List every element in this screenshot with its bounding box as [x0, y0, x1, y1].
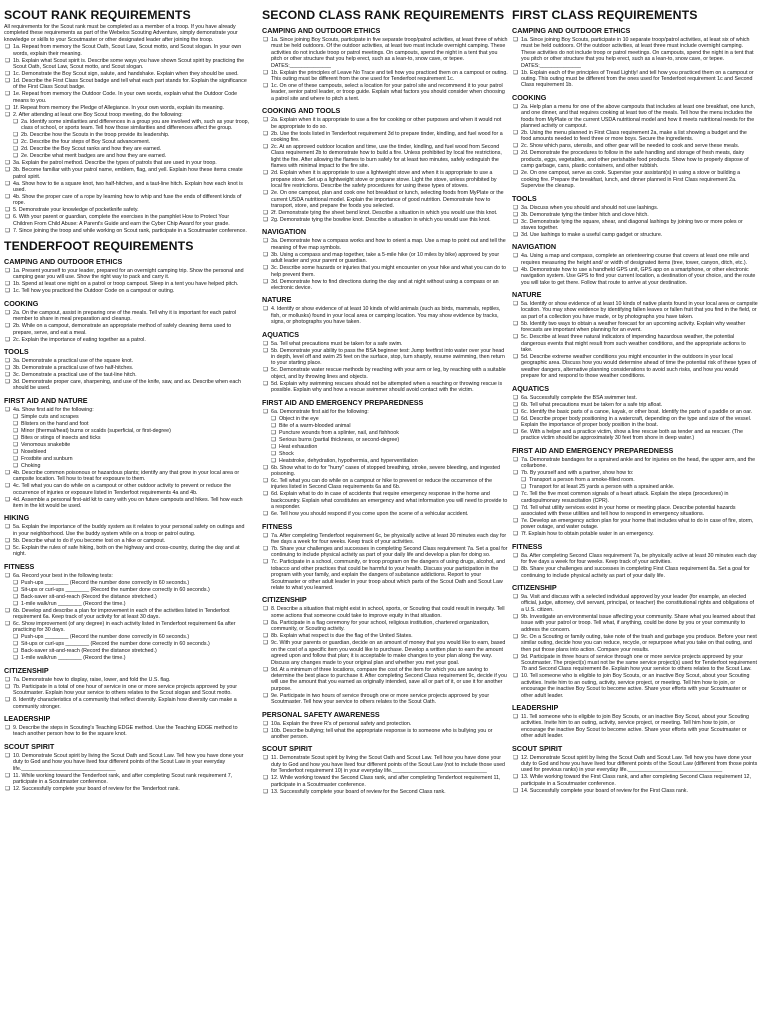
- requirement-item: ❑ 2a. On the campout, assist in preparing one of the meals. Tell why it is important for each patrol member to share in meal preparation and cleanup.: [4, 310, 250, 323]
- rank-title: FIRST CLASS REQUIREMENTS: [512, 8, 698, 22]
- section-heading: TOOLS: [4, 346, 29, 356]
- requirement-item: ❑ 2g. Demonstrate tying the bowline knot. Describe a situation in which you would use this knot.: [262, 217, 508, 223]
- requirement-item: ❑ 3d. Demonstrate how to find directions during the day and at night without using a compass or an electronic device.: [262, 279, 508, 292]
- requirement-item: ❑ 6a. Demonstrate first aid for the following:: [262, 409, 508, 415]
- requirement-item: ❑ 1f. Repeat from memory the Pledge of Allegiance. In your own words, explain its meaning.: [4, 105, 250, 111]
- sub-requirement-item: ❑ Object in the eye: [262, 416, 508, 422]
- requirement-item: ❑ 9b. Investigate an environmental issue affecting your community. Share what you learned about that issue with your patrol or troop. Tell what, if anything, could be done by you or your community to address the concern.: [512, 614, 758, 633]
- sub-requirement-item: ❑ Puncture wounds from a splinter, nail, and fishhook: [262, 430, 508, 436]
- requirement-item: ❑ 12. While working toward the Second Class rank, and after completing Tenderfoot requirement 11, participate in a Scoutmaster conference.: [262, 775, 508, 788]
- requirement-item: ❑ 6. With your parent or guardian, complete the exercises in the pamphlet How to Protect Your Children From Child Abuse: A Parent's Guide and earn the Cyber Chip Award for your grade.: [4, 214, 250, 227]
- requirement-item: ❑ 5c. Describe at least three natural indicators of impending hazardous weather, the potential dangerous events that might result from such weather conditions, and the appropriate actions to take.: [512, 334, 758, 353]
- requirement-item: ❑ 4b. Demonstrate how to use a handheld GPS unit, GPS app on a smartphone, or other electronic navigation system. Use GPS to find your current location, a destination of your choice, and the route you will take to get there. Follow that route to arrive at your destination.: [512, 267, 758, 286]
- requirement-item: ❑ 7b. Participate in a total of one hour of service in one or more service projects approved by your Scoutmaster. Explain how your service to others relates to the Scout slogan and Scout motto.: [4, 684, 250, 697]
- requirement-item: ❑ 7a. Demonstrate how to display, raise, lower, and fold the U.S. flag.: [4, 677, 250, 683]
- sub-requirement-item: ❑ 2b. Describe how the Scouts in the troop provide its leadership.: [4, 132, 250, 138]
- section-heading: HIKING: [4, 513, 30, 523]
- requirement-item: ❑ 5a. Identify or show evidence of at least 10 kinds of native plants found in your local area or campsite location. You may show evidence by identifying fallen leaves or fallen fruit that you find in the field, or as part of a collection you have made, or by photographs you have taken.: [512, 301, 758, 320]
- requirement-item: ❑ 2e. On one campout, plan and cook one hot breakfast or lunch, selecting foods from MyPlate or the current USDA nutritional model. Explain the importance of good nutrition. Demonstrate how to transport, store, and prepare the foods you selected.: [262, 190, 508, 209]
- requirement-item: ❑ 3a. Demonstrate a practical use of the square knot.: [4, 358, 250, 364]
- requirement-item: ❑ 1c. On one of these campouts, select a location for your patrol site and recommend it to your patrol leader, senior patrol leader, or troop guide. Explain what factors you should consider when choosing a patrol site and where to pitch a tent.: [262, 83, 508, 102]
- requirement-item: ❑ 6b. Develop and describe a plan for improvement in each of the activities listed in Tenderfoot requirement 6a. Keep track of your activity for at least 30 days.: [4, 608, 250, 621]
- requirement-item: ❑ 14. Successfully complete your board of review for the First Class rank.: [512, 788, 758, 794]
- sub-requirement-item: ❑ 2a. Identify some similarities and differences in a group you are involved with, such as your troop, class of school, or sports team. Tell how those similarities and differences affect the group.: [4, 119, 250, 132]
- requirement-item: ❑ 5b. Describe what to do if you become lost on a hike or campout.: [4, 538, 250, 544]
- sub-requirement-item: ❑ 1-mile walk/run ________ (Record the time.): [4, 601, 250, 607]
- requirement-item: ❑ 3c. Demonstrate tying the square, shear, and diagonal lashings by joining two or more poles or staves together.: [512, 219, 758, 232]
- section-heading: AQUATICS: [262, 329, 299, 339]
- requirement-item: ❑ 11. Demonstrate Scout spirit by living the Scout Oath and Scout Law. Tell how you have done your duty to God and how you have lived four different points of the Scout Law (not to include those used for Tenderfoot requirement 10) in your everyday life.________________________________: [262, 755, 508, 774]
- scout-tenderfoot-column: [4, 8, 250, 1018]
- requirement-item: ❑ 1a. Present yourself to your leader, prepared for an overnight camping trip. Show the personal and camping gear you will use. Show the right way to pack and carry it.: [4, 268, 250, 281]
- requirement-item: ❑ 5a. Tell what precautions must be taken for a safe swim.: [262, 341, 508, 347]
- requirement-item: ❑ 5d. Explain why swimming rescues should not be attempted when a reaching or throwing rescue is possible. Explain why and how a rescue swimmer should avoid contact with the victim.: [262, 381, 508, 394]
- requirement-item: ❑ 1a. Since joining Boy Scouts, participate in five separate troop/patrol activities, at least three of which must be held outdoors. Of the outdoor activities, at least two must include overnight camping. These activities do not include troop or patrol meetings. On campouts, spend the night in a tent that you pitch or other structure that you help erect, such as a lean-to, snow cave, or tepee. DATES:______________: [262, 37, 508, 69]
- sub-requirement-item: ❑ Venomous snakebite: [4, 442, 250, 448]
- sub-requirement-item: ❑ 2e. Describe what merit badges are and how they are earned.: [4, 153, 250, 159]
- requirement-item: ❑ 9a. Visit and discuss with a selected individual approved by your leader (for example, an elected official, judge, attorney, civil servant, principal, or teacher) the constitutional rights and obligations of a U.S. citizen.: [512, 594, 758, 613]
- requirement-item: ❑ 1d. Describe the First Class Scout badge and tell what each part stands for. Explain the significance of the First Class Scout badge.: [4, 78, 250, 91]
- requirement-item: ❑ 7d. Tell what utility services exist in your home or meeting place. Describe potential hazards associated with these utilities and tell how to respond in emergency situations.: [512, 505, 758, 518]
- sub-requirement-item: ❑ Bites or stings of insects and ticks: [4, 435, 250, 441]
- requirement-item: ❑ 11. Tell someone who is eligible to join Boy Scouts, or an inactive Boy Scout, about your Scouting activities. Invite him to an outing, activity, service project, or meeting. Tell him how to join, or encourage the inactive Boy Scout to become active. Share your efforts with your Scoutmaster or other adult leader.: [512, 714, 758, 740]
- requirement-item: ❑ 3a. Discuss when you should and should not use lashings.: [512, 205, 758, 211]
- requirement-item: ❑ 12. Successfully complete your board of review for the Tenderfoot rank.: [4, 786, 250, 792]
- rank-title: SCOUT RANK REQUIREMENTS: [4, 8, 191, 22]
- requirement-item: ❑ 2a. Help plan a menu for one of the above campouts that includes at least one breakfast, one lunch, and one dinner, and that requires cooking at least two of the meals. Tell how the menu includes the foods from MyPlate or the current USDA nutritional model and how it meets nutritional needs for the planned activity or campout.: [512, 104, 758, 130]
- requirement-item: ❑ 4b. Describe common poisonous or hazardous plants; identify any that grow in your local area or campsite location. Tell how to treat for exposure to them.: [4, 470, 250, 483]
- requirement-item: ❑ 6c. Tell what you can do while on a campout or hike to prevent or reduce the occurrence of the injuries listed in Second Class requirements 6a and 6b.: [262, 478, 508, 491]
- section-heading: NAVIGATION: [262, 227, 307, 237]
- sub-requirement-item: ❑ Frostbite and sunburn: [4, 456, 250, 462]
- sub-requirement-item: ❑ Transport a person from a smoke-filled room.: [512, 477, 758, 483]
- section-heading: TOOLS: [512, 193, 537, 203]
- requirement-item: ❑ 6e. Tell how you should respond if you come upon the scene of a vehicular accident.: [262, 511, 508, 517]
- sub-requirement-item: ❑ Simple cuts and scrapes: [4, 414, 250, 420]
- requirement-item: ❑ 3b. Become familiar with your patrol name, emblem, flag, and yell. Explain how these items create patrol spirit.: [4, 167, 250, 180]
- requirement-item: ❑ 6c. Show improvement (of any degree) in each activity listed in Tenderfoot requirement 6a after practicing for 30 days.: [4, 621, 250, 634]
- requirement-item: ❑ 6b. Show what to do for "hurry" cases of stopped breathing, stroke, severe bleeding, and ingested poisoning.: [262, 465, 508, 478]
- requirement-item: ❑ 2a. Explain when it is appropriate to use a fire for cooking or other purposes and when it would not be appropriate to do so.: [262, 117, 508, 130]
- section-heading: CITIZENSHIP: [4, 665, 49, 675]
- sub-requirement-item: ❑ Sit-ups or curl-ups ________ (Record the number done correctly in 60 seconds.): [4, 587, 250, 593]
- requirement-item: ❑ 9. Describe the steps in Scouting's Teaching EDGE method. Use the Teaching EDGE method to teach another person how to tie the square knot.: [4, 725, 250, 738]
- requirement-item: ❑ 10. Demonstrate Scout spirit by living the Scout Oath and Scout Law. Tell how you have done your duty to God and how you have lived four different points of the Scout Law in your everyday life.________________________________: [4, 753, 250, 772]
- requirement-item: ❑ 8. Identify characteristics of a community that reflect diversity. Explain how diversity can make a community stronger.: [4, 697, 250, 710]
- requirement-item: ❑ 7f. Explain how to obtain potable water in an emergency.: [512, 531, 758, 537]
- requirement-item: ❑ 2b. Using the menu planned in First Class requirement 2a, make a list showing a budget and the food amounts needed to feed three or more boys. Secure the ingredients.: [512, 130, 758, 143]
- requirement-item: ❑ 3b. Demonstrate tying the timber hitch and clove hitch.: [512, 212, 758, 218]
- requirement-item: ❑ 1c. Tell how you practiced the Outdoor Code on a campout or outing.: [4, 288, 250, 294]
- requirement-item: ❑ 2d. Demonstrate the procedures to follow in the safe handling and storage of fresh meats, dairy products, eggs, vegetables, and other perishable food products. Show how to properly dispose of camp garbage, cans, plastic containers, and other rubbish.: [512, 150, 758, 169]
- requirement-item: ❑ 7c. Tell the five most common signals of a heart attack. Explain the steps (procedures) in cardiopulmonary resuscitation (CPR).: [512, 491, 758, 504]
- section-heading: NATURE: [512, 289, 542, 299]
- requirement-item: ❑ 2b. While on a campout, demonstrate an appropriate method of safely cleaning items used to prepare, serve, and eat a meal.: [4, 323, 250, 336]
- requirement-item: ❑ 7b. By yourself and with a partner, show how to:: [512, 470, 758, 476]
- requirement-item: ❑ 2c. Explain the importance of eating together as a patrol.: [4, 337, 250, 343]
- requirement-item: ❑ 5c. Explain the rules of safe hiking, both on the highway and cross-country, during the day and at night.: [4, 545, 250, 558]
- requirement-item: ❑ 5. Demonstrate your knowledge of pocketknife safety.: [4, 207, 250, 213]
- sub-requirement-item: ❑ Transport for at least 25 yards a person with a sprained ankle.: [512, 484, 758, 490]
- sub-requirement-item: ❑ Push-ups ________ (Record the number done correctly in 60 seconds.): [4, 634, 250, 640]
- requirement-item: ❑ 8a. After completing Second Class requirement 7a, be physically active at least 30 minutes each day for five days a week for four weeks. Keep track of your activities.: [512, 553, 758, 566]
- requirement-item: ❑ 9c. On a Scouting or family outing, take note of the trash and garbage you produce. Before your next similar outing, decide how you can reduce, recycle, or repurpose what you take on that outing, and then put those plans into action. Compare your results.: [512, 634, 758, 653]
- sub-requirement-item: ❑ Sit-ups or curl-ups ________ (Record the number done correctly in 60 seconds.): [4, 641, 250, 647]
- requirement-item: ❑ 6b. Tell what precautions must be taken for a safe trip afloat.: [512, 402, 758, 408]
- requirement-item: ❑ 8a. Participate in a flag ceremony for your school, religious institution, chartered organization, community, or Scouting activity.: [262, 620, 508, 633]
- section-heading: FIRST AID AND NATURE: [4, 395, 88, 405]
- requirement-item: ❑ 3d. Use lashings to make a useful camp gadget or structure.: [512, 232, 758, 238]
- requirement-item: ❑ 9e. Participate in two hours of service through one or more service projects approved by your Scoutmaster. Tell how your service to others relates to the Scout Oath.: [262, 693, 508, 706]
- requirement-item: ❑ 1e. Repeat from memory the Outdoor Code. In your own words, explain what the Outdoor Code means to you.: [4, 91, 250, 104]
- section-heading: CAMPING AND OUTDOOR ETHICS: [4, 256, 123, 266]
- rank-title: TENDERFOOT REQUIREMENTS: [4, 238, 194, 253]
- section-heading: AQUATICS: [512, 383, 549, 393]
- requirement-item: ❑ 3c. Demonstrate a practical use of the taut-line hitch.: [4, 372, 250, 378]
- requirement-item: ❑ 10a. Explain the three R's of personal safety and protection.: [262, 721, 508, 727]
- section-heading: CAMPING AND OUTDOOR ETHICS: [262, 26, 381, 35]
- section-heading: SCOUT SPIRIT: [512, 743, 563, 753]
- requirement-item: ❑ 10. Tell someone who is eligible to join Boy Scouts, or an inactive Boy Scout, about your Scouting activities. Invite him to an outing, activity, service project, or meeting. Tell him how to join, or encourage the inactive Boy Scout to become active. Share your efforts with your Scoutmaster or other adult leader.: [512, 673, 758, 699]
- requirement-item: ❑ 4b. Show the proper care of a rope by learning how to whip and fuse the ends of different kinds of rope.: [4, 194, 250, 207]
- section-heading: FIRST AID AND EMERGENCY PREPAREDNESS: [512, 445, 674, 455]
- requirement-item: ❑ 6d. Describe proper body positioning in a watercraft, depending on the type and size of the vessel. Explain the importance of proper body position in the boat.: [512, 416, 758, 429]
- requirement-item: ❑ 13. While working toward the First Class rank, and after completing Second Class requirement 12, participate in a Scoutmaster conference.: [512, 774, 758, 787]
- section-heading: LEADERSHIP: [4, 714, 51, 723]
- sub-requirement-item: ❑ Heatstroke, dehydration, hypothermia, and hyperventilation: [262, 458, 508, 464]
- requirement-item: ❑ 1b. Explain what Scout spirit is. Describe some ways you have shown Scout spirit by practicing the Scout Oath, Scout Law, Scout motto, and Scout slogan.: [4, 58, 250, 71]
- requirement-item: ❑ 1c. Demonstrate the Boy Scout sign, salute, and handshake. Explain when they should be used.: [4, 71, 250, 77]
- sub-requirement-item: ❑ Bite of a warm-blooded animal: [262, 423, 508, 429]
- sub-requirement-item: ❑ Shock: [262, 451, 508, 457]
- requirement-item: ❑ 3c. Describe some hazards or injuries that you might encounter on your hike and what you can do to help prevent them.: [262, 265, 508, 278]
- requirement-item: ❑ 2d. Explain when it is appropriate to use a lightweight stove and when it is appropriate to use a propane stove. Set up a lightweight stove or propane stove. Light the stove, unless prohibited by local fire restrictions. Describe the safety procedures for using these types of stoves.: [262, 170, 508, 189]
- sub-requirement-item: ❑ Choking: [4, 463, 250, 469]
- requirement-item: ❑ 5b. Demonstrate your ability to pass the BSA beginner test: Jump feetfirst into water over your head in depth, level off and swim 25 feet on the surface, stop, turn sharply, resume swimming, then return to your starting place.: [262, 348, 508, 367]
- requirement-item: ❑ 10b. Describe bullying; tell what the appropriate response is to someone who is bullying you or another person.: [262, 728, 508, 741]
- requirement-item: ❑ 3a. Demonstrate how a compass works and how to orient a map. Use a map to point out and tell the meaning of five map symbols.: [262, 238, 508, 251]
- section-heading: FITNESS: [4, 561, 35, 571]
- requirement-item: ❑ 5b. Identify two ways to obtain a weather forecast for an upcoming activity. Explain why weather forecasts are important when planning for an event.: [512, 321, 758, 334]
- section-heading: CAMPING AND OUTDOOR ETHICS: [512, 26, 631, 35]
- requirement-item: ❑ 2f. Demonstrate tying the sheet bend knot. Describe a situation in which you would use this knot.: [262, 210, 508, 216]
- requirement-item: ❑ 1b. Spend at least one night on a patrol or troop campout. Sleep in a tent you have helped pitch.: [4, 281, 250, 287]
- sub-requirement-item: ❑ 1-mile walk/run ________ (Record the time.): [4, 655, 250, 661]
- requirement-item: ❑ 11. While working toward the Tenderfoot rank, and after completing Scout rank requirement 7, participate in a Scoutmaster conference.: [4, 773, 250, 786]
- requirement-item: ❑ 4d. Assemble a personal first-aid kit to carry with you on future campouts and hikes. Tell how each item in the kit would be used.: [4, 497, 250, 510]
- requirement-item: ❑ 7e. Develop an emergency action plan for your home that includes what to do in case of fire, storm, power outage, and water outage.: [512, 518, 758, 531]
- requirement-item: ❑ 1a. Since joining Boy Scouts, participate in 10 separate troop/patrol activities, at least six of which must be held outdoors. Of the outdoor activities, at least three must include overnight camping. These activities do not include troop or patrol meetings. On campouts, spend the night in a tent that you pitch or other structure that you help erect, such as a lean-to, snow cave, or tepee. DATES:______________: [512, 37, 758, 69]
- requirement-item: ❑ 9d. At a minimum of three locations, compare the cost of the item for which you are saving to determine the best place to purchase it. After completing Second Class requirement 9c, decide if you will use the amount that you earned as originally intended, save all or part of it, or use it for another purpose.: [262, 667, 508, 693]
- second-class-column: [262, 8, 508, 1018]
- sub-requirement-item: ❑ Push-ups ________ (Record the number done correctly in 60 seconds.): [4, 580, 250, 586]
- section-heading: COOKING: [512, 92, 547, 102]
- intro-text: All requirements for the Scout rank must be completed as a member of a troop. If you have already completed these requirements as part of the Webelos Scouting Adventure, simply demonstrate your knowledge or skills to your Scoutmaster or other designated leader after joining the troop.: [4, 24, 238, 43]
- sub-requirement-item: ❑ Heat exhaustion: [262, 444, 508, 450]
- sub-requirement-item: ❑ Minor (thermal/heat) burns or scalds (superficial, or first-degree): [4, 428, 250, 434]
- requirement-item: ❑ 9c. With your parents or guardian, decide on an amount of money that you would like to earn, based on the cost of a specific item you would like to purchase. Develop a written plan to earn the amount agreed upon and follow that plan; it is acceptable to make changes to your plan along the way. Discuss any changes made to your original plan and whether you met your goal.: [262, 640, 508, 666]
- requirement-item: ❑ 7b. Share your challenges and successes in completing Second Class requirement 7a. Set a goal for continuing to include physical activity as part of your daily life and develop a plan for doing so.: [262, 546, 508, 559]
- requirement-item: ❑ 9d. Participate in three hours of service through one or more service projects approved by your Scoutmaster. The project(s) must not be the same service project(s) used for Tenderfoot requirement 7b and Second Class requirement 8e. Explain how your service to others relates to the Scout Law.: [512, 654, 758, 673]
- requirement-item: ❑ 4c. Tell what you can do while on a campout or other outdoor activity to prevent or reduce the occurrence of injuries or exposure listed in Tenderfoot requirements 4a and 4b.: [4, 483, 250, 496]
- requirement-item: ❑ 3b. Using a compass and map together, take a 5-mile hike (or 10 miles by bike) approved by your adult leader and your parent or guardian.: [262, 252, 508, 265]
- requirement-item: ❑ 3a. Explain the patrol method. Describe the types of patrols that are used in your troop.: [4, 160, 250, 166]
- requirement-item: ❑ 6d. Explain what to do in case of accidents that require emergency response in the home and backcountry. Explain what constitutes an emergency and what information you will need to provide to a responder.: [262, 491, 508, 510]
- section-heading: SCOUT SPIRIT: [262, 744, 313, 754]
- sub-requirement-item: ❑ 2c. Describe the four steps of Boy Scout advancement.: [4, 139, 250, 145]
- requirement-item: ❑ 8. Describe a situation that might exist in school, sports, or Scouting that could result in inequity. Tell some actions that someone could take to improve equity in that situation.: [262, 606, 508, 619]
- section-heading: CITIZENSHIP: [512, 583, 557, 593]
- requirement-item: ❑ 3b. Demonstrate a practical use of two half-hitches.: [4, 365, 250, 371]
- rank-title: SECOND CLASS RANK REQUIREMENTS: [262, 8, 505, 22]
- requirement-item: ❑ 3d. Demonstrate proper care, sharpening, and use of the knife, saw, and ax. Describe when each should be used.: [4, 379, 250, 392]
- section-heading: LEADERSHIP: [512, 702, 559, 712]
- requirement-item: ❑ 1b. Explain each of the principles of Tread Lightly! and tell how you practiced them on a campout or outing. This outing must be different from the ones used for Tenderfoot requirement 1c and Second Class requirement 1b.: [512, 70, 758, 89]
- section-heading: FIRST AID AND EMERGENCY PREPAREDNESS: [262, 397, 424, 407]
- requirement-item: ❑ 2c. Show which pans, utensils, and other gear will be needed to cook and serve these meals.: [512, 143, 758, 149]
- requirement-item: ❑ 2b. Use the tools listed in Tenderfoot requirement 3d to prepare tinder, kindling, and fuel wood for a cooking fire.: [262, 131, 508, 144]
- requirement-item: ❑ 8b. Explain what respect is due the flag of the United States.: [262, 633, 508, 639]
- requirement-item: ❑ 5d. Describe extreme weather conditions you might encounter in the outdoors in your local geographic area. Discuss how you would determine ahead of time the potential risk of these types of weather dangers, alternative planning considerations to avoid such risks, and how you would prepare for and respond to those weather conditions.: [512, 354, 758, 380]
- first-class-column: [512, 8, 758, 1018]
- requirement-item: ❑ 2e. On one campout, serve as cook. Supervise your assistant(s) in using a stove or building a cooking fire. Prepare the breakfast, lunch, and dinner planned in First Class requirement 2a. Supervise the cleanup.: [512, 170, 758, 189]
- section-heading: CITIZENSHIP: [262, 595, 307, 605]
- section-heading: PERSONAL SAFETY AWARENESS: [262, 709, 380, 719]
- requirement-item: ❑ 1a. Repeat from memory the Scout Oath, Scout Law, Scout motto, and Scout slogan. In your own words, explain their meaning.: [4, 44, 250, 57]
- requirement-item: ❑ 7c. Participate in a school, community, or troop program on the dangers of using drugs, alcohol, and tobacco and other practices that could be harmful to your health. Discuss your participation in the program with your family, and explain the dangers of substance addictions. Report to your Scoutmaster or other adult leader in your troop about which parts of the Scout Oath and Scout Law relate to what you learned.: [262, 559, 508, 591]
- requirement-item: ❑ 12. Demonstrate Scout spirit by living the Scout Oath and Scout Law. Tell how you have done your duty to God and how you have lived four different points of the Scout Law (different from those points used for previous ranks) in your everyday life.________________________________: [512, 755, 758, 774]
- section-heading: FITNESS: [262, 521, 293, 531]
- requirement-item: ❑ 5a. Explain the importance of the buddy system as it relates to your personal safety on outings and in your neighborhood. Use the buddy system while on a troop or patrol outing.: [4, 524, 250, 537]
- sub-requirement-item: ❑ Back-saver sit-and-reach (Record the distance stretched.): [4, 594, 250, 600]
- requirement-item: ❑ 4. Identify or show evidence of at least 10 kinds of wild animals (such as birds, mammals, reptiles, fish, or mollusks) found in your local area or camping location. You may show evidence by tracks, signs, or photographs you have taken.: [262, 306, 508, 325]
- section-heading: NATURE: [262, 295, 292, 305]
- requirement-item: ❑ 7. Since joining the troop and while working on Scout rank, participate in a Scoutmaster conference.: [4, 228, 250, 234]
- requirement-item: ❑ 5c. Demonstrate water rescue methods by reaching with your arm or leg, by reaching with a suitable object, and by throwing lines and objects.: [262, 367, 508, 380]
- requirement-item: ❑ 6e. With a helper and a practice victim, show a line rescue both as tender and as rescuer. (The practice victim should be approximately 30 feet from shore in deep water.): [512, 429, 758, 442]
- requirement-item: ❑ 2c. At an approved outdoor location and time, use the tinder, kindling, and fuel wood from Second Class requirement 2b to demonstrate how to build a fire. Unless prohibited by local fire restrictions, light the fire. After allowing the flames to burn safely for at least two minutes, safely extinguish the flames with minimal impact to the fire site.: [262, 144, 508, 170]
- section-heading: SCOUT SPIRIT: [4, 741, 55, 751]
- requirement-item: ❑ 1b. Explain the principles of Leave No Trace and tell how you practiced them on a campout or outing. This outing must be different from the one used for Tenderfoot requirement 1c.: [262, 70, 508, 83]
- sub-requirement-item: ❑ Back-saver sit-and-reach (Record the distance stretched.): [4, 648, 250, 654]
- requirement-item: ❑ 7a. Demonstrate bandages for a sprained ankle and for injuries on the head, the upper arm, and the collarbone.: [512, 457, 758, 470]
- requirement-item: ❑ 2. After attending at least one Boy Scout troop meeting, do the following:: [4, 112, 250, 118]
- section-heading: FITNESS: [512, 541, 543, 551]
- requirement-item: ❑ 7a. After completing Tenderfoot requirement 6c, be physically active at least 30 minutes each day for five days a week for four weeks. Keep track of your activities.: [262, 533, 508, 546]
- requirement-item: ❑ 4a. Show first aid for the following:: [4, 407, 250, 413]
- section-heading: NAVIGATION: [512, 242, 557, 252]
- sub-requirement-item: ❑ 2d. Describe the Boy Scout ranks and how they are earned.: [4, 146, 250, 152]
- requirement-item: ❑ 6c. Identify the basic parts of a canoe, kayak, or other boat. Identify the parts of a paddle or an oar.: [512, 409, 758, 415]
- requirement-item: ❑ 4a. Show how to tie a square knot, two half-hitches, and a taut-line hitch. Explain how each knot is used.: [4, 181, 250, 194]
- requirement-item: ❑ 6a. Successfully complete the BSA swimmer test.: [512, 395, 758, 401]
- requirement-item: ❑ 8b. Share your challenges and successes in completing First Class requirement 8a. Set a goal for continuing to include physical activity as part of your daily life.: [512, 566, 758, 579]
- sub-requirement-item: ❑ Serious burns (partial thickness, or second-degree): [262, 437, 508, 443]
- sub-requirement-item: ❑ Blisters on the hand and foot: [4, 421, 250, 427]
- requirement-item: ❑ 4a. Using a map and compass, complete an orienteering course that covers at least one mile and requires measuring the height and/ or width of designated items (tree, tower, canyon, ditch, etc.).: [512, 253, 758, 266]
- requirement-item: ❑ 13. Successfully complete your board of review for the Second Class rank.: [262, 789, 508, 795]
- section-heading: COOKING: [4, 298, 39, 308]
- requirement-item: ❑ 6a. Record your best in the following tests:: [4, 573, 250, 579]
- sub-requirement-item: ❑ Nosebleed: [4, 449, 250, 455]
- section-heading: COOKING AND TOOLS: [262, 106, 341, 116]
